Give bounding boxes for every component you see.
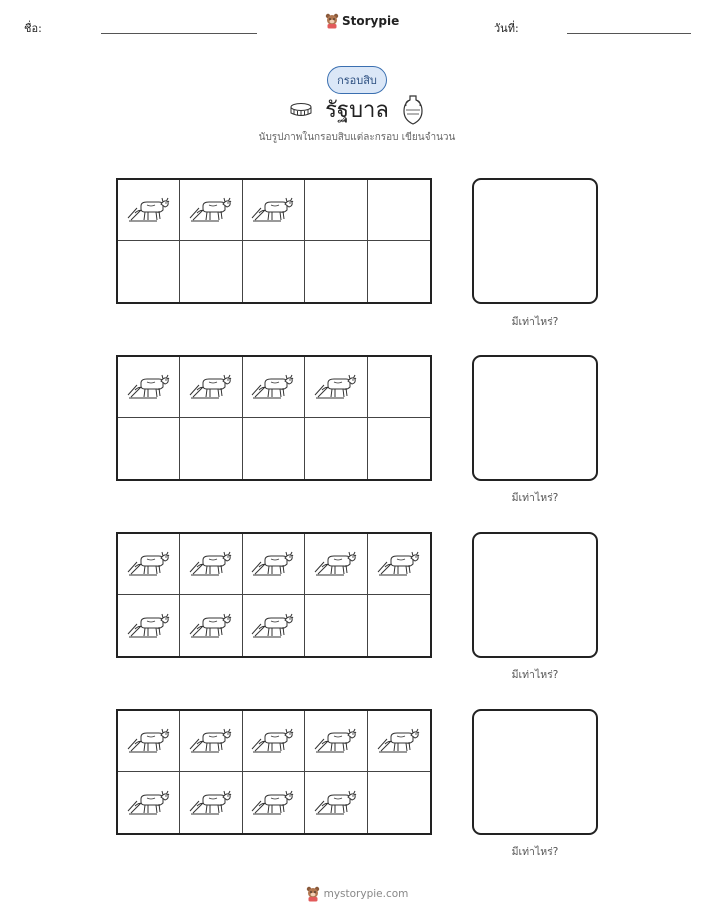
frame-cell	[305, 595, 367, 656]
frame-cell	[368, 357, 430, 418]
frame-cell	[368, 418, 430, 479]
frame-cell	[118, 534, 180, 595]
ox-plough-icon	[251, 192, 295, 228]
ten-frame-4	[116, 709, 432, 835]
brand-name: Storypie	[342, 14, 400, 28]
ox-plough-icon	[127, 723, 171, 759]
ox-plough-icon	[127, 785, 171, 821]
answer-box-1[interactable]	[472, 178, 598, 304]
frame-cell	[368, 772, 430, 833]
frame-cell	[118, 418, 180, 479]
ox-plough-icon	[189, 192, 233, 228]
question-2: มีเท่าไหร่?	[511, 492, 559, 504]
name-label: ชื่อ:	[24, 22, 42, 35]
frame-cell	[243, 711, 305, 772]
ten-frame-1	[116, 178, 432, 304]
question-4: มีเท่าไหร่?	[511, 846, 559, 858]
frame-cell	[243, 418, 305, 479]
frame-cell	[118, 772, 180, 833]
frame-cell	[305, 534, 367, 595]
frame-cell	[368, 595, 430, 656]
footer-site[interactable]: mystorypie.com	[323, 888, 409, 900]
frame-cell	[118, 241, 180, 302]
frame-cell	[118, 595, 180, 656]
frame-cell	[243, 180, 305, 241]
ox-plough-icon	[189, 785, 233, 821]
answer-box-4[interactable]	[472, 709, 598, 835]
frame-cell	[305, 772, 367, 833]
storypie-logo	[325, 13, 399, 29]
frame-cell	[180, 711, 242, 772]
ox-plough-icon	[127, 192, 171, 228]
answer-box-2[interactable]	[472, 355, 598, 481]
answer-box-3[interactable]	[472, 532, 598, 658]
instructions: นับรูปภาพในกรอบสิบแต่ละกรอบ เขียนจำนวน	[258, 132, 456, 143]
frame-cell	[305, 180, 367, 241]
frame-cell	[368, 711, 430, 772]
ox-plough-icon	[251, 546, 295, 582]
frame-cell	[243, 357, 305, 418]
bear-mascot-icon	[325, 13, 339, 29]
topic-badge: กรอบสิบ	[327, 66, 387, 94]
ox-plough-icon	[127, 546, 171, 582]
ox-plough-icon	[251, 608, 295, 644]
ox-plough-icon	[314, 723, 358, 759]
frame-cell	[243, 595, 305, 656]
ox-plough-icon	[251, 723, 295, 759]
frame-cell	[180, 357, 242, 418]
frame-cell	[118, 357, 180, 418]
ox-plough-icon	[377, 546, 421, 582]
frame-cell	[305, 711, 367, 772]
frame-cell	[368, 180, 430, 241]
ox-plough-icon	[251, 369, 295, 405]
ox-plough-icon	[127, 608, 171, 644]
ox-plough-icon	[189, 723, 233, 759]
frame-cell	[305, 418, 367, 479]
ox-plough-icon	[314, 785, 358, 821]
name-line[interactable]	[101, 33, 257, 34]
frame-cell	[243, 241, 305, 302]
question-3: มีเท่าไหร่?	[511, 669, 559, 681]
ten-frame-3	[116, 532, 432, 658]
frame-cell	[305, 241, 367, 302]
frame-cell	[180, 772, 242, 833]
ox-plough-icon	[189, 369, 233, 405]
frame-cell	[243, 534, 305, 595]
ox-plough-icon	[314, 369, 358, 405]
ox-plough-icon	[189, 546, 233, 582]
ox-plough-icon	[127, 369, 171, 405]
frame-cell	[180, 534, 242, 595]
date-label: วันที่:	[494, 22, 519, 35]
frame-cell	[305, 357, 367, 418]
frame-cell	[180, 595, 242, 656]
frame-cell	[368, 534, 430, 595]
amphora-icon	[401, 94, 425, 126]
ox-plough-icon	[189, 608, 233, 644]
frame-cell	[180, 180, 242, 241]
footer	[0, 886, 714, 902]
frame-cell	[118, 180, 180, 241]
date-line[interactable]	[567, 33, 691, 34]
ox-plough-icon	[377, 723, 421, 759]
bear-mascot-icon	[306, 886, 320, 902]
ten-frame-2	[116, 355, 432, 481]
ox-plough-icon	[251, 785, 295, 821]
ox-plough-icon	[314, 546, 358, 582]
question-1: มีเท่าไหร่?	[511, 316, 559, 328]
frame-cell	[180, 241, 242, 302]
worksheet-title: รัฐบาล	[325, 98, 389, 123]
coliseum-icon	[289, 102, 313, 118]
title-row	[0, 92, 714, 127]
frame-cell	[118, 711, 180, 772]
frame-cell	[180, 418, 242, 479]
frame-cell	[243, 772, 305, 833]
frame-cell	[368, 241, 430, 302]
